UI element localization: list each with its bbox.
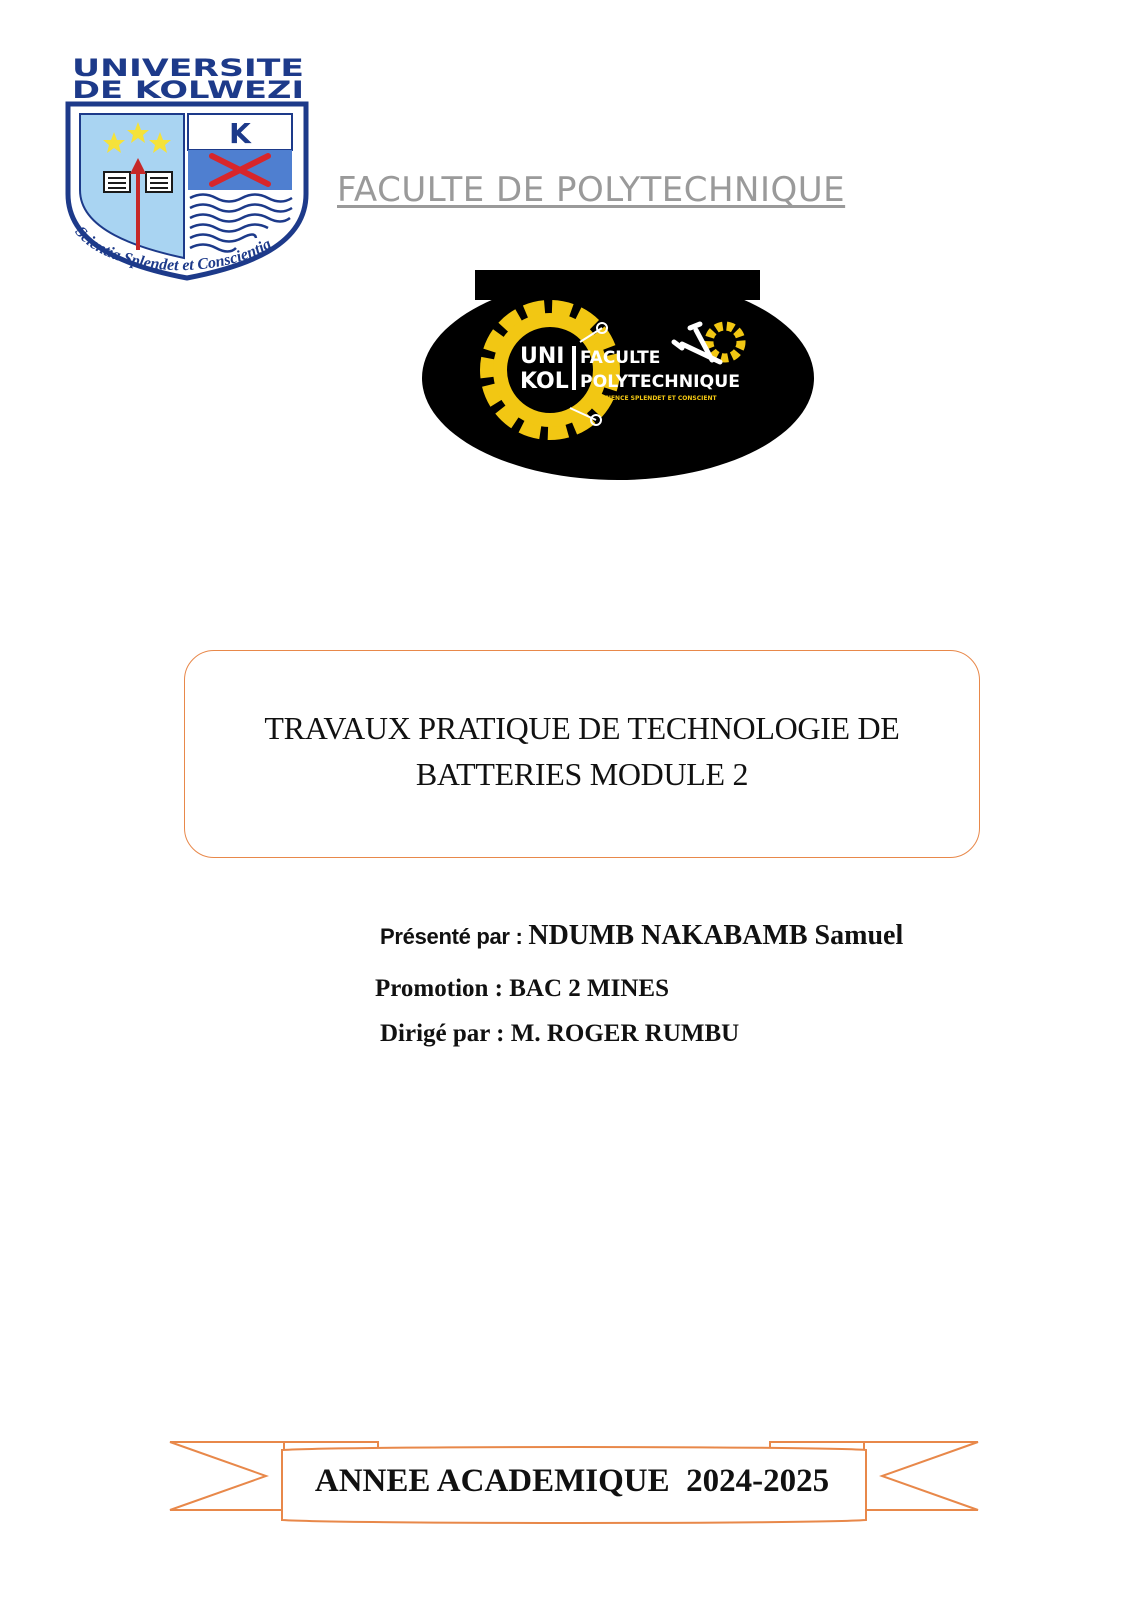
document-title [184, 705, 980, 797]
faculty-title: FACULTE DE POLYTECHNIQUE [337, 170, 846, 210]
logo-kol: KOL [520, 369, 569, 394]
promotion: Promotion : BAC 2 MINES [375, 975, 669, 1002]
crest-letter: K [229, 117, 251, 150]
crest-motto: Scientia Splendet et Conscientia [71, 223, 275, 275]
logo-line1: FACULTE [580, 348, 661, 368]
presented-by [380, 920, 903, 952]
document-title-line2: BATTERIES MODULE 2 [415, 756, 749, 792]
document-title-line1: TRAVAUX PRATIQUE DE TECHNOLOGIE DE [264, 710, 900, 746]
crest-name-line1: UNIVERSITE [72, 54, 304, 82]
logo-uni: UNI [520, 344, 565, 369]
university-crest [60, 52, 320, 292]
directed-by: Dirigé par : M. ROGER RUMBU [380, 1020, 740, 1047]
presented-by-label: Présenté par : [380, 924, 529, 949]
crest-name-line2: DE KOLWEZI [72, 76, 304, 104]
faculty-logo [420, 270, 825, 485]
academic-year: ANNEE ACADEMIQUE 2024-2025 [314, 1463, 830, 1499]
logo-line2: POLYTECHNIQUE [580, 372, 740, 392]
logo-tagline: SCIENCE SPLENDET ET CONSCIENT [600, 395, 717, 402]
presented-by-name: NDUMB NAKABAMB Samuel [528, 920, 904, 951]
